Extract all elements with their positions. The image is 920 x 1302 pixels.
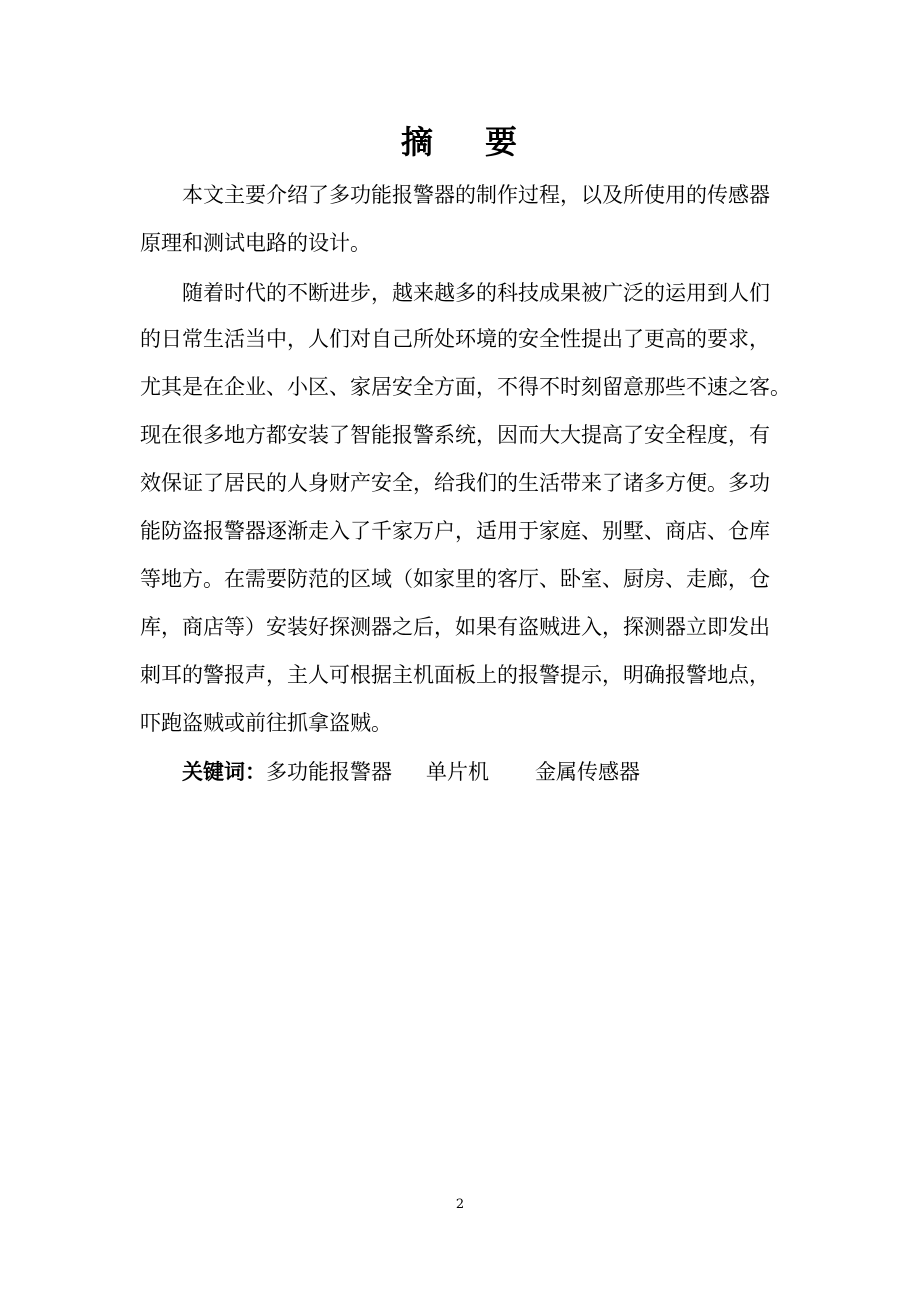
page-number: 2: [455, 1197, 465, 1212]
keywords-line: [182, 758, 640, 786]
paragraph-2-line-2: 的日常生活当中，人们对自己所处环境的安全性提出了更高的要求，: [140, 327, 770, 351]
keyword-item: 多功能报警器: [266, 760, 392, 784]
paragraph-2-line-8: 库，商店等）安装好探测器之后，如果有盗贼进入，探测器立即发出: [140, 615, 770, 639]
abstract-title: [0, 118, 920, 166]
keywords-label: 关键词：: [182, 759, 266, 784]
paragraph-2-line-5: 效保证了居民的人身财产安全，给我们的生活带来了诸多方便。多功: [140, 471, 770, 495]
paragraph-2-line-7: 等地方。在需要防范的区域（如家里的客厅、卧室、厨房、走廊，仓: [140, 567, 770, 591]
paragraph-1-line-2: 原理和测试电路的设计。: [140, 231, 371, 255]
paragraph-2-line-9: 刺耳的警报声，主人可根据主机面板上的报警提示，明确报警地点，: [140, 663, 770, 687]
title-char-2: 要: [485, 123, 520, 161]
paragraph-2-line-10: 吓跑盗贼或前往抓拿盗贼。: [140, 711, 392, 735]
keyword-item: 金属传感器: [535, 760, 640, 784]
title-char-1: 摘: [400, 123, 435, 161]
paragraph-1-line-1: 本文主要介绍了多功能报警器的制作过程，以及所使用的传感器: [182, 183, 770, 207]
paragraph-2-line-4: 现在很多地方都安装了智能报警系统，因而大大提高了安全程度，有: [140, 423, 770, 447]
paragraph-2-line-1: 随着时代的不断进步，越来越多的科技成果被广泛的运用到人们: [182, 281, 770, 305]
paragraph-2-line-6: 能防盗报警器逐渐走入了千家万户，适用于家庭、别墅、商店、仓库: [140, 519, 770, 543]
keyword-item: 单片机: [426, 760, 489, 784]
paragraph-2-line-3: 尤其是在企业、小区、家居安全方面，不得不时刻留意那些不速之客。: [140, 375, 791, 399]
